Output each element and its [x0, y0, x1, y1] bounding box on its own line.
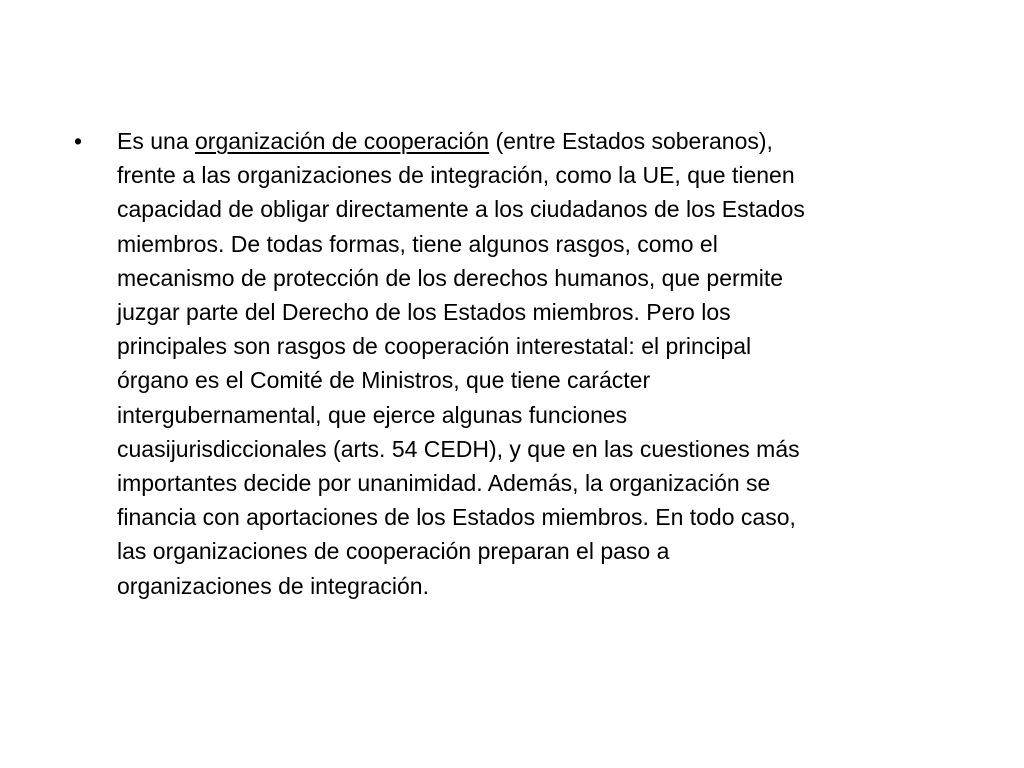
paragraph-line-8: órgano es el Comité de Ministros, que tiene carácter [117, 367, 651, 394]
paragraph-line-6: juzgar parte del Derecho de los Estados miembros. Pero los [117, 299, 731, 326]
paragraph-line-2: frente a las organizaciones de integración, como la UE, que tienen [117, 162, 795, 189]
paragraph-line-14: organizaciones de integración. [117, 572, 429, 599]
first-line-suffix: (entre Estados soberanos), [489, 128, 773, 154]
paragraph-line-11: importantes decide por unanimidad. Además, la organización se [117, 470, 771, 497]
paragraph-line-12: financia con aportaciones de los Estados miembros. En todo caso, [117, 504, 796, 531]
paragraph-line-13: las organizaciones de cooperación preparan el paso a [117, 538, 670, 565]
bullet-marker: • [74, 128, 83, 154]
underlined-term: organización de cooperación [195, 128, 490, 154]
paragraph-line-7: principales son rasgos de cooperación interestatal: el principal [117, 333, 752, 360]
paragraph-line-3: capacidad de obligar directamente a los ciudadanos de los Estados [117, 196, 805, 223]
first-line-prefix: Es una [117, 128, 195, 154]
bullet-item [72, 124, 972, 603]
paragraph-line-9: intergubernamental, que ejerce algunas funciones [117, 401, 628, 428]
paragraph-line-4: miembros. De todas formas, tiene algunos rasgos, como el [117, 230, 718, 257]
paragraph-line-5: mecanismo de protección de los derechos humanos, que permite [117, 264, 784, 291]
paragraph-line-1 [117, 124, 972, 158]
bullet-list [72, 124, 972, 603]
bullet-paragraph [117, 124, 972, 603]
paragraph-line-10: cuasijurisdiccionales (arts. 54 CEDH), y que en las cuestiones más [117, 435, 800, 462]
